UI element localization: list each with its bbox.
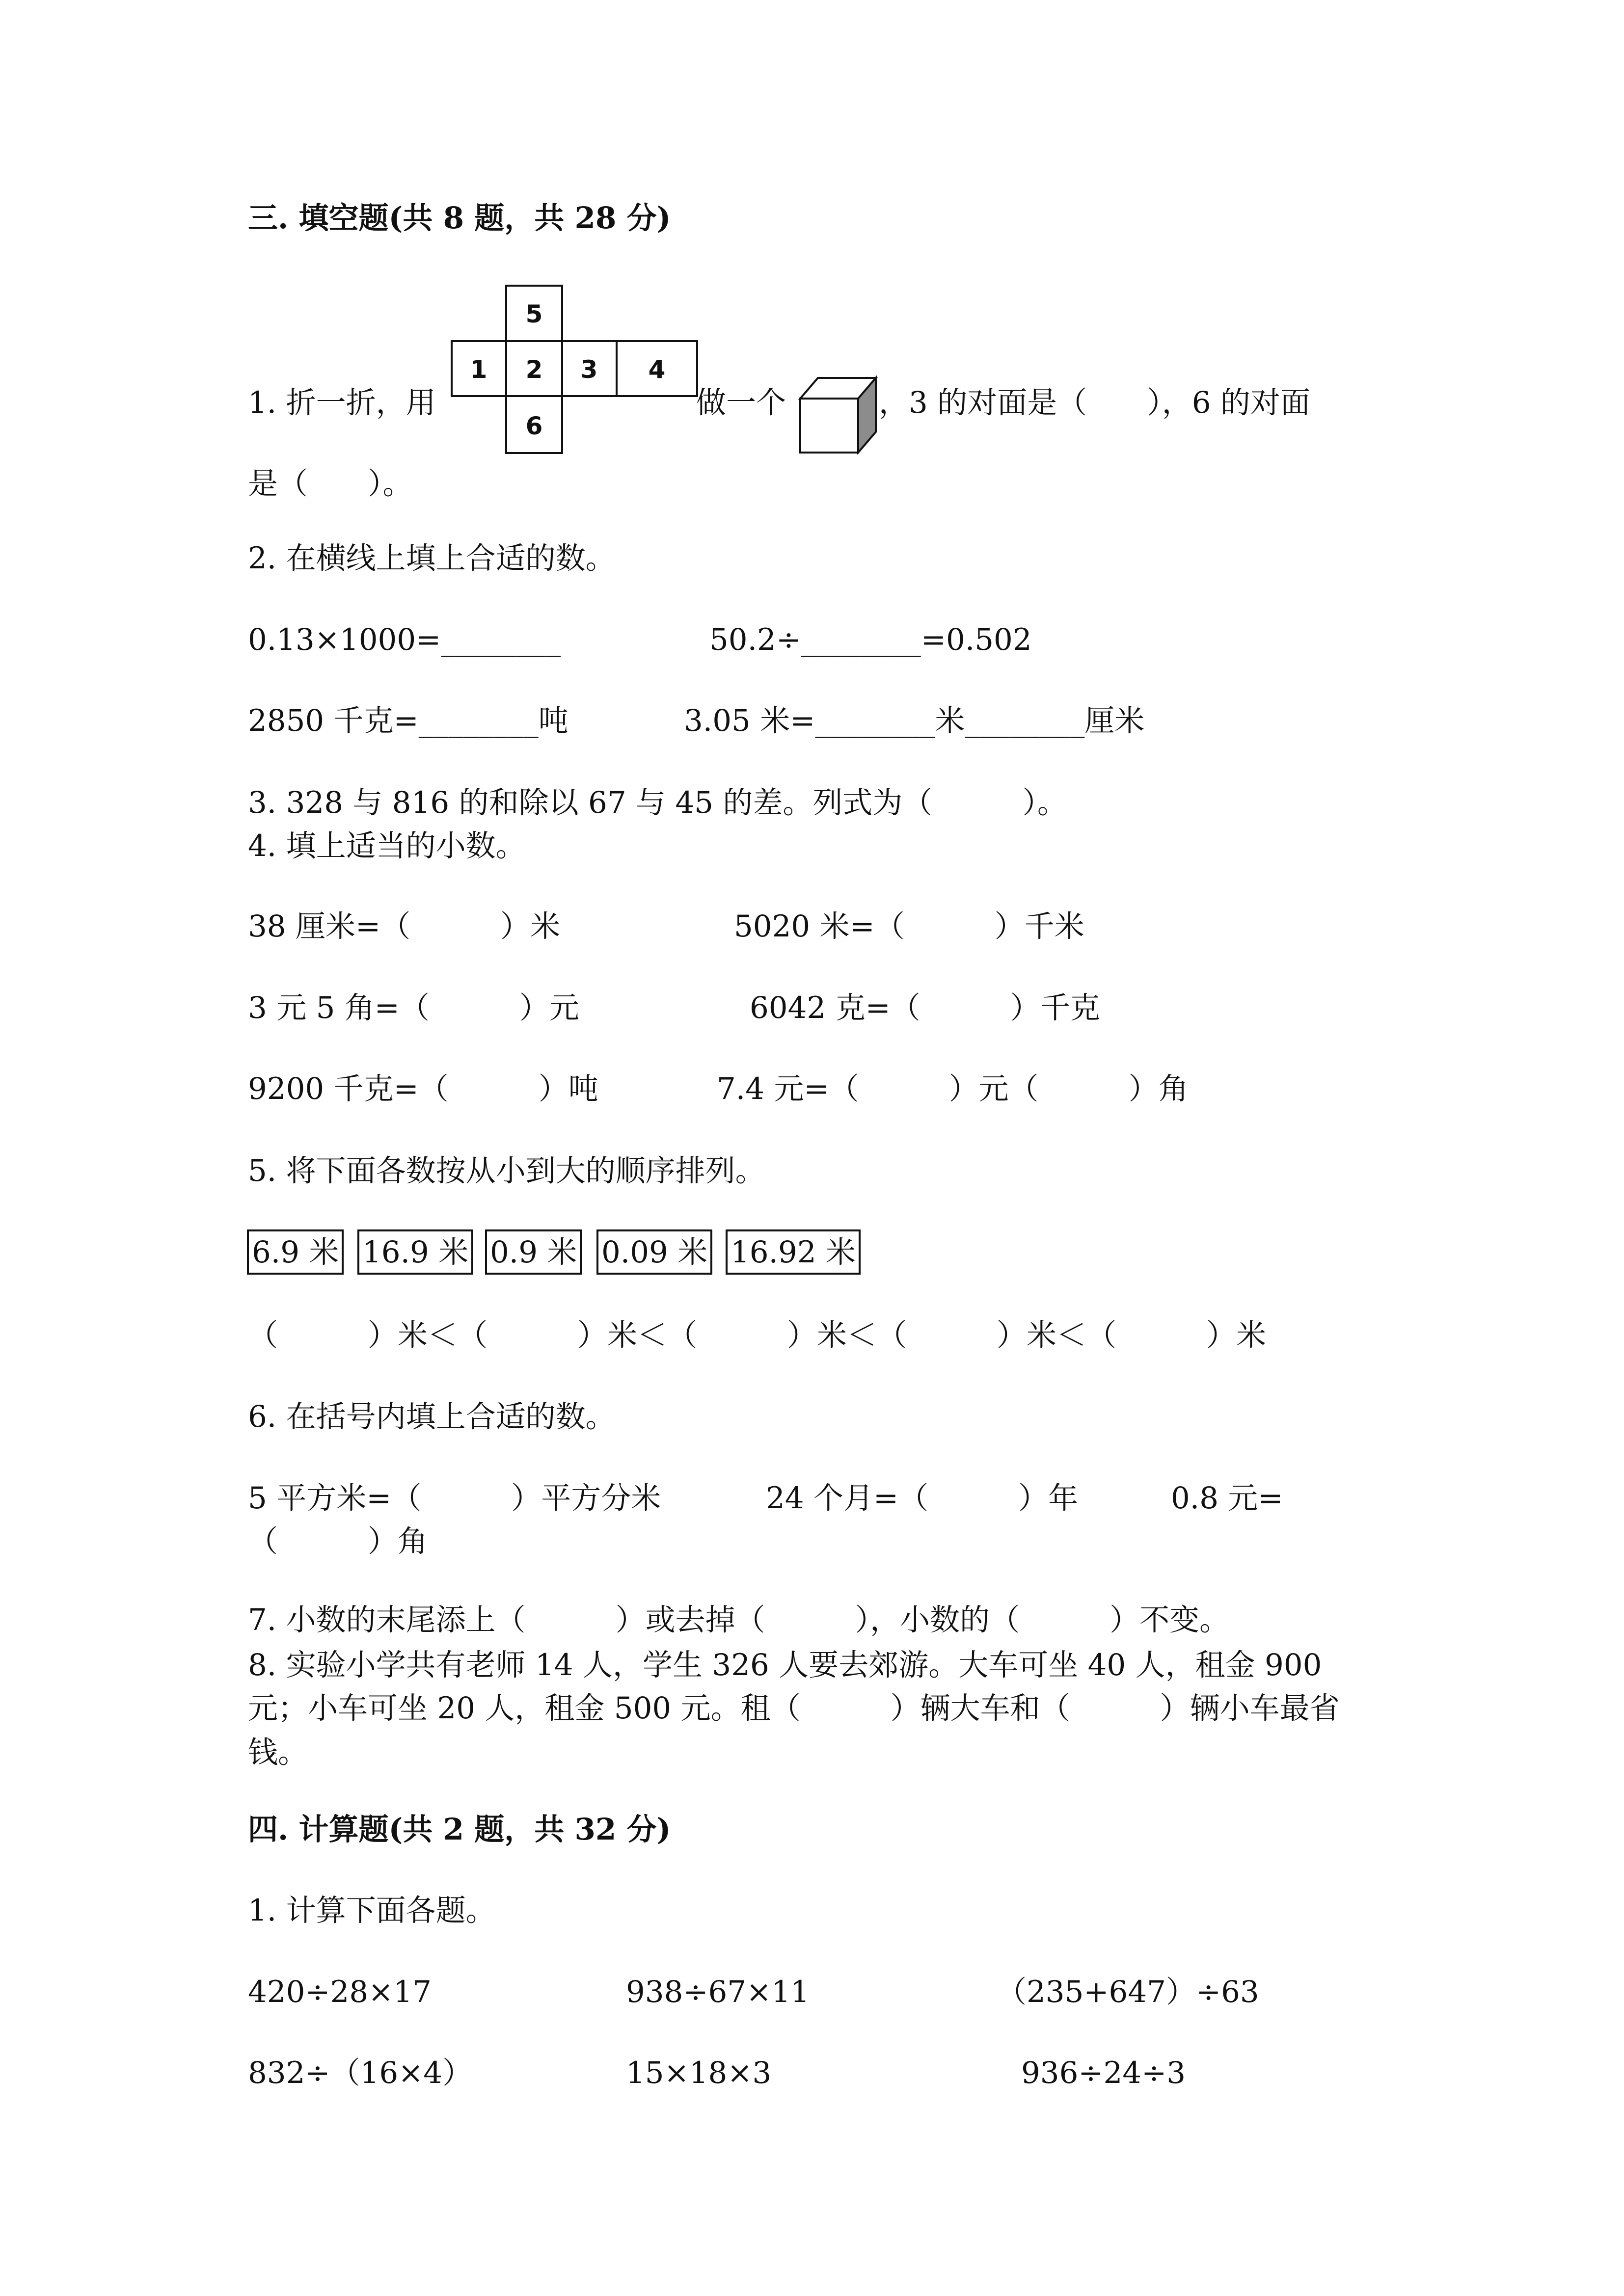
q4-item-2: 5020 米=（ ）千米 [734, 909, 1084, 944]
number-box: 16.92 米 [726, 1229, 861, 1275]
net-label-4: 4 [648, 355, 666, 384]
q4-item-1: 38 厘米=（ ）米 [248, 909, 561, 944]
q5-answer-line: （ ）米＜（ ）米＜（ ）米＜（ ）米＜（ ）米 [248, 1318, 1267, 1353]
q6-item-3: 0.8 元= [1171, 1481, 1283, 1516]
q1-suffix: ，3 的对面是（ ），6 的对面 [879, 385, 1310, 420]
q4-title: 4. 填上适当的小数。 [248, 828, 526, 863]
q1-line2: 是（ ）。 [248, 466, 413, 501]
number-box: 6.9 米 [247, 1229, 344, 1275]
q1-prefix: 1. 折一折，用 [248, 385, 436, 420]
q8-line-3: 钱。 [248, 1735, 308, 1770]
cube-net-figure [451, 285, 698, 454]
net-label-1: 1 [470, 355, 487, 384]
q5-title: 5. 将下面各数按从小到大的顺序排列。 [248, 1153, 765, 1188]
q2-item-4: 3.05 米=________米________厘米 [684, 703, 1145, 738]
q4-item-3: 3 元 5 角=（ ）元 [248, 990, 579, 1025]
q8-line-1: 8. 实验小学共有老师 14 人，学生 326 人要去郊游。大车可坐 40 人，租金 900 [248, 1648, 1322, 1682]
cube-icon [798, 375, 878, 454]
calc-item: 420÷28×17 [248, 1975, 432, 2009]
q2-item-3: 2850 千克=________吨 [248, 703, 568, 738]
q2-title: 2. 在横线上填上合适的数。 [248, 541, 616, 576]
net-label-6: 6 [525, 412, 543, 440]
calc-item: 936÷24÷3 [1021, 2056, 1186, 2090]
net-label-3: 3 [580, 355, 598, 384]
s4-q1-title: 1. 计算下面各题。 [248, 1893, 496, 1928]
calc-item: 832÷（16×4） [248, 2056, 473, 2090]
number-box: 0.9 米 [485, 1229, 582, 1275]
q6-item-3-cont: （ ）角 [248, 1524, 428, 1559]
q4-item-6: 7.4 元=（ ）元（ ）角 [717, 1071, 1189, 1106]
section-4-title: 四. 计算题(共 2 题，共 32 分) [248, 1812, 671, 1847]
calc-item: 15×18×3 [626, 2056, 772, 2090]
q6-item-2: 24 个月=（ ）年 [766, 1481, 1079, 1516]
q8-line-2: 元；小车可坐 20 人，租金 500 元。租（ ）辆大车和（ ）辆小车最省 [248, 1691, 1340, 1726]
q1-mid: 做一个 [696, 385, 786, 420]
net-label-5: 5 [525, 300, 543, 328]
q6-item-1: 5 平方米=（ ）平方分米 [248, 1481, 661, 1516]
number-box: 16.9 米 [357, 1229, 473, 1275]
q3-text: 3. 328 与 816 的和除以 67 与 45 的差。列式为（ ）。 [248, 785, 1067, 820]
q4-item-5: 9200 千克=（ ）吨 [248, 1071, 598, 1106]
q2-item-1: 0.13×1000=________ [248, 622, 561, 657]
section-3-title: 三. 填空题(共 8 题，共 28 分) [248, 201, 671, 236]
calc-item: （235+647）÷63 [997, 1975, 1259, 2009]
q7-text: 7. 小数的末尾添上（ ）或去掉（ ），小数的（ ）不变。 [248, 1602, 1230, 1637]
number-box: 0.09 米 [596, 1229, 712, 1275]
q2-item-2: 50.2÷________=0.502 [709, 622, 1032, 657]
net-label-2: 2 [525, 355, 543, 384]
q4-item-4: 6042 克=（ ）千克 [750, 990, 1100, 1025]
calc-item: 938÷67×11 [626, 1975, 810, 2009]
q6-title: 6. 在括号内填上合适的数。 [248, 1399, 616, 1434]
